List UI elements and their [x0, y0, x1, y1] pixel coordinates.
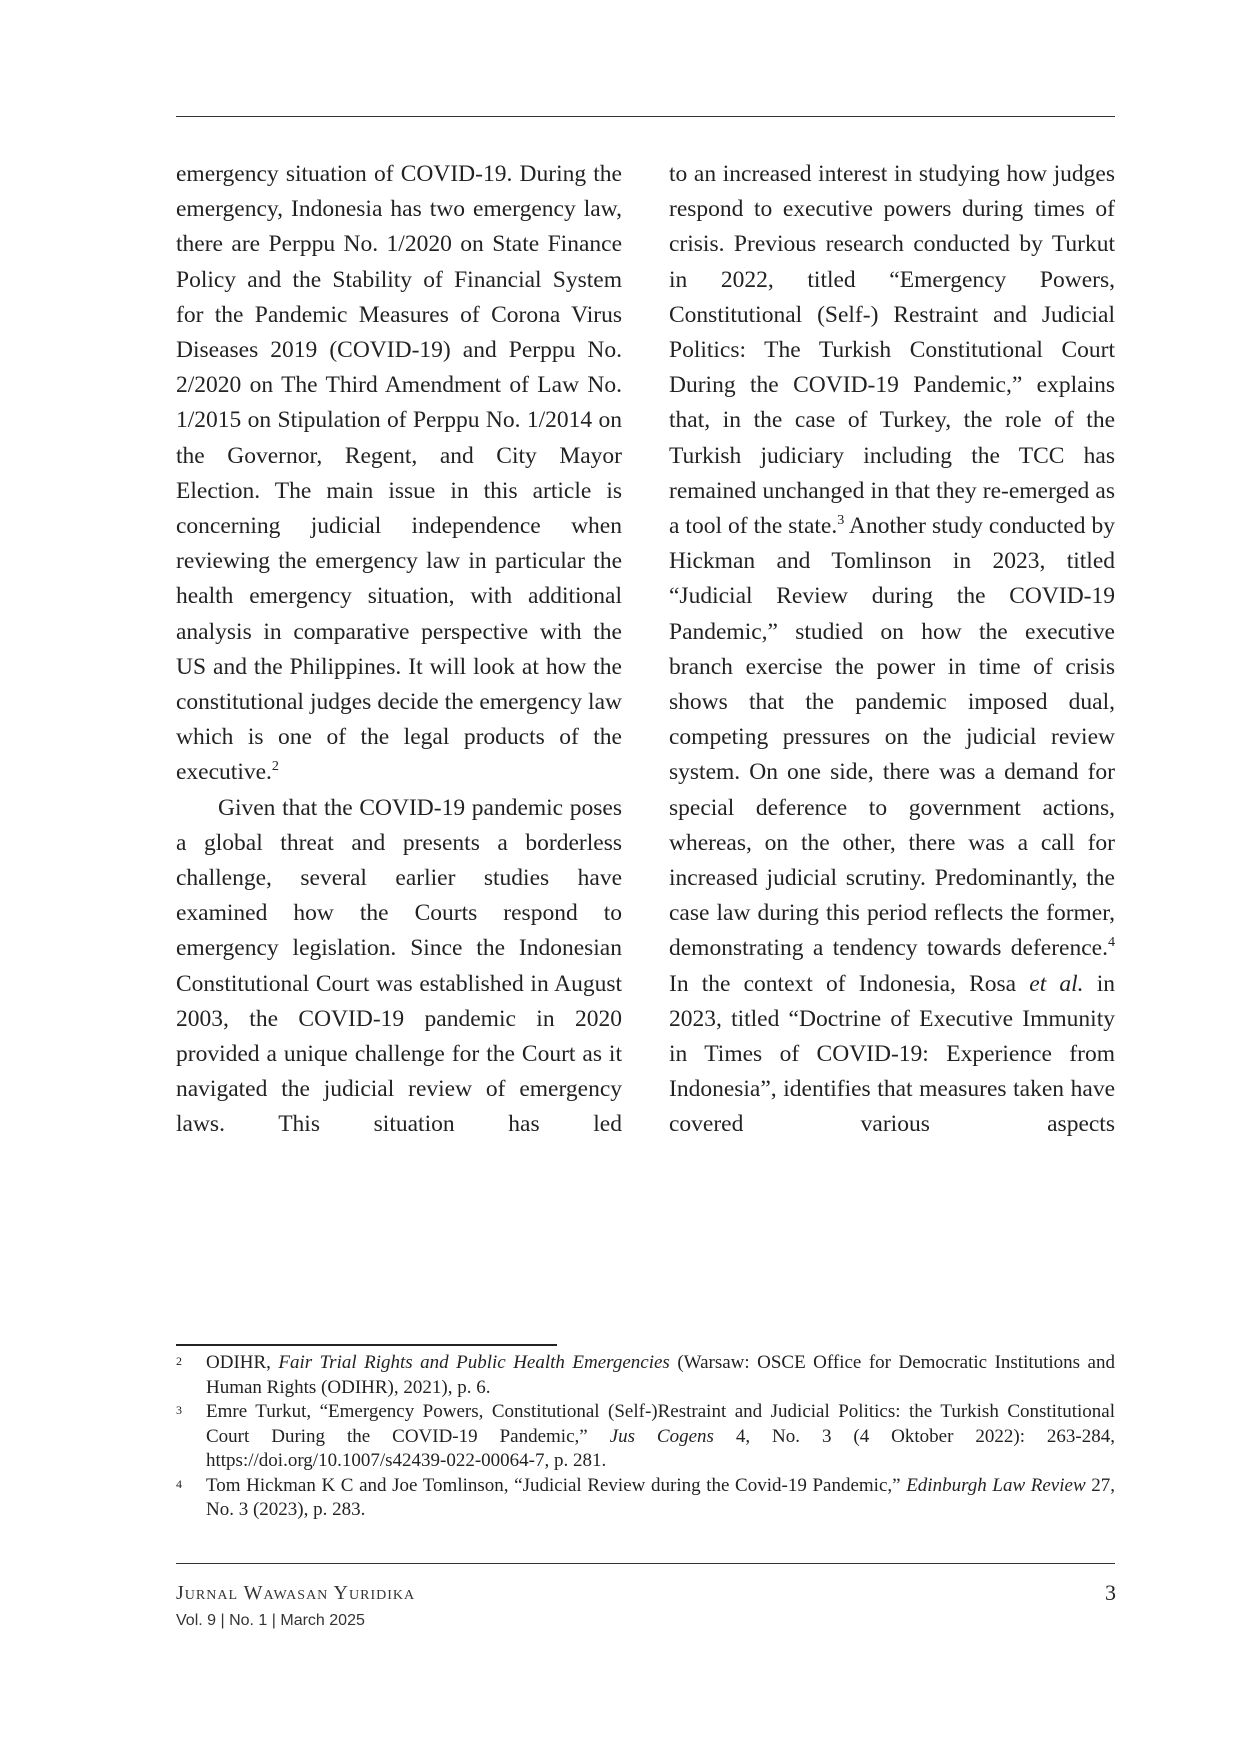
paragraph-text: in 2023, titled “Doctrine of Executive Immunity in Times of COVID-19: Experience from Indonesia”, identifies that measures taken have covered various aspects [669, 970, 1115, 1138]
footnote [176, 1474, 1115, 1523]
page-number: 3 [1105, 1580, 1116, 1605]
paragraph-text: Given that the COVID-19 pandemic poses a global threat and presents a borderless challenge, several earlier studies have examined how the Courts respond to emergency legislation. Since the Indonesian Constitutional Court was established in August 2003, the COVID-19 pandemic in 2020 provided a unique challenge for the Court as it navigated the judicial review of emergency laws. This situation has led [176, 794, 622, 1138]
footnote-text [206, 1400, 1115, 1474]
footnote-separator [176, 1344, 557, 1346]
footnote-number: 4 [176, 1476, 182, 1491]
footnote [176, 1400, 1115, 1474]
footnote-text [206, 1474, 1115, 1523]
footnote-text-part: ODIHR, [206, 1352, 279, 1373]
paragraph [176, 157, 622, 791]
header-rule [176, 116, 1115, 117]
footnote-text-part: Tom Hickman K C and Joe Tomlinson, “Judicial Review during the Covid-19 Pandemic,” [206, 1474, 907, 1496]
footnote-text [206, 1351, 1115, 1400]
footnote-ref[interactable]: 3 [837, 512, 845, 529]
column-left [176, 157, 622, 1143]
italic-text: et al. [1029, 970, 1084, 997]
footnote-ref[interactable]: 2 [271, 758, 279, 775]
italic-title: Edinburgh Law Review [906, 1474, 1086, 1496]
footnote-number: 2 [176, 1354, 182, 1368]
italic-title: Fair Trial Rights and Public Health Emergencies [278, 1352, 670, 1373]
footnote-text-part[interactable]: 4, No. 3 (4 Oktober 2022): 263-284, https://doi.org/10.1007/s42439-022-00064-7, p. 281. [206, 1425, 1116, 1471]
footnotes [176, 1351, 1115, 1523]
paragraph-text: In the context of Indonesia, Rosa [669, 970, 1030, 997]
footnote-text-part: Emre Turkut, “Emergency Powers, Constitutional (Self-)Restraint and Judicial Politics: the Turkish Constitutional Court During the COVID-19 Pandemic,” [206, 1401, 1115, 1447]
paragraph-text: Another study conducted by Hickman and Tomlinson in 2023, titled “Judicial Review during the COVID-19 Pandemic,” studied on how the executive branch exercise the power in time of crisis shows that the pandemic imposed dual, competing pressures on the judicial review system. On one side, there was a demand for special deference to government actions, whereas, on the other, there was a call for increased judicial scrutiny. Predominantly, the case law during this period reflects the former, demonstrating a tendency towards deference. [669, 513, 1115, 962]
paragraph-text: to an increased interest in studying how judges respond to executive powers during times of crisis. Previous research conducted by Turkut in 2022, titled “Emergency Powers, Constitutional (Self-) Restraint and Judicial Politics: The Turkish Constitutional Court During the COVID-19 Pandemic,” explains that, in the case of Turkey, the role of the Turkish judiciary including the TCC has remained unchanged in that they re-emerged as a tool of the state. [669, 161, 1115, 540]
column-right [669, 157, 1115, 1143]
paragraph [669, 157, 1115, 1143]
footnote-ref[interactable]: 4 [1107, 934, 1115, 951]
italic-title: Jus Cogens [609, 1425, 714, 1447]
paragraph [176, 791, 622, 1143]
paragraph-text: emergency situation of COVID-19. During the emergency, Indonesia has two emergency law, there are Perppu No. 1/2020 on State Finance Policy and the Stability of Financial System for the Pandemic Measures of Corona Virus Diseases 2019 (COVID-19) and Perppu No. 2/2020 on The Third Amendment of Law No. 1/2015 on Stipulation of Perppu No. 1/2014 on the Governor, Regent, and City Mayor Election. The main issue in this article is concerning judicial independence when reviewing the emergency law in particular the health emergency situation, with additional analysis in comparative perspective with the US and the Philippines. It will look at how the constitutional judges decide the emergency law which is one of the legal products of the executive. [176, 161, 622, 786]
footer-rule [176, 1563, 1115, 1564]
footnote-number: 3 [176, 1403, 182, 1417]
footnote-text-part: (Warsaw: OSCE Office for Democratic Institutions and Human Rights (ODIHR), 2021), p. 6. [206, 1352, 1115, 1398]
footnote [176, 1351, 1115, 1400]
journal-issue: Vol. 9 | No. 1 | March 2025 [176, 1612, 365, 1629]
journal-name: Jurnal Wawasan Yuridika [176, 1582, 416, 1604]
footnote-text-part: 27, No. 3 (2023), p. 283. [206, 1474, 1116, 1520]
